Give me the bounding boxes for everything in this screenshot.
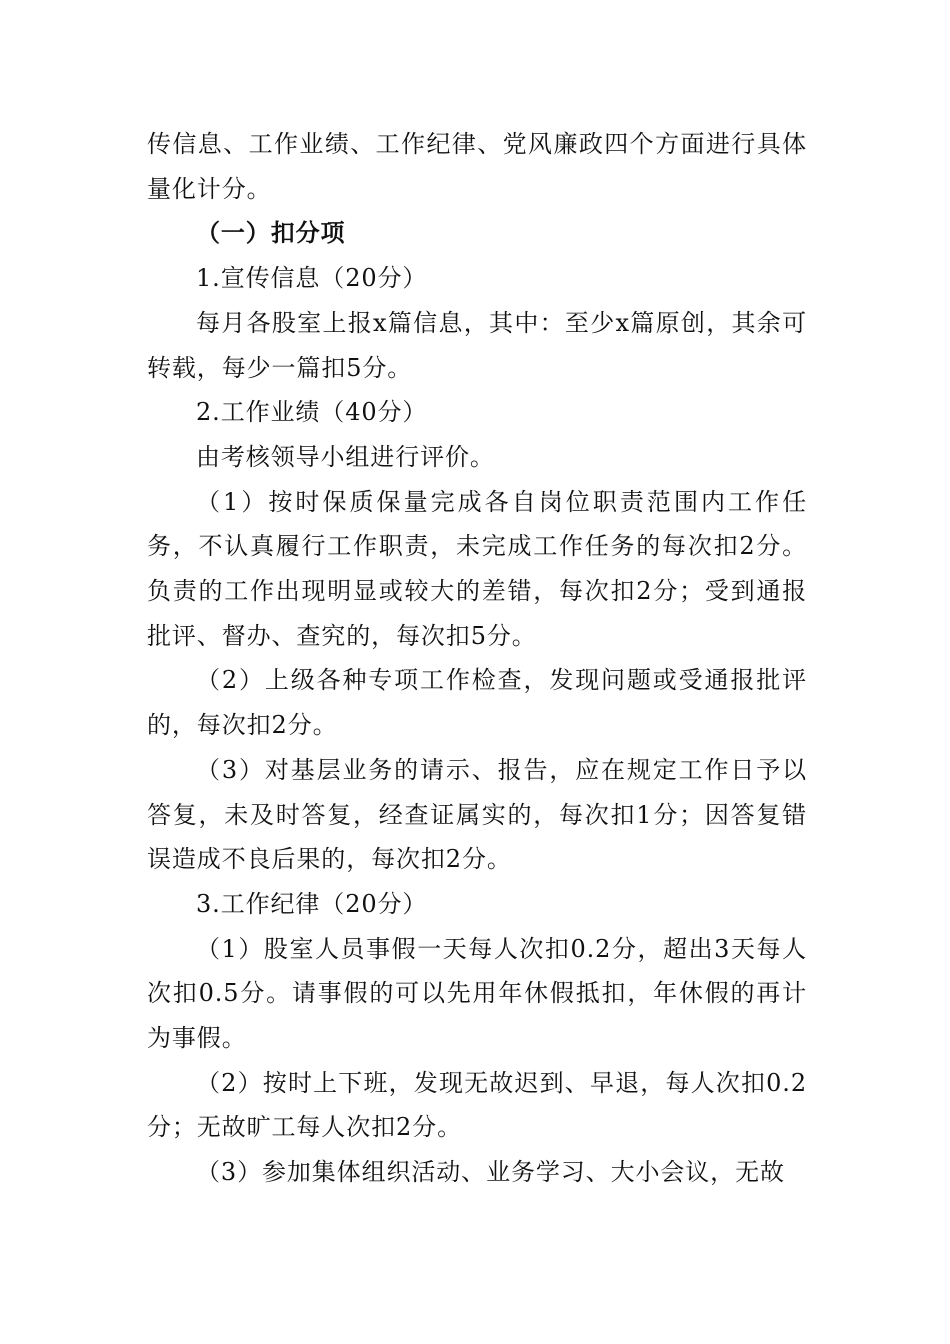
paragraph-performance-rule-1: （1）按时保质保量完成各自岗位职责范围内工作任务，不认真履行工作职责，未完成工作任务的每次扣2分。负责的工作出现明显或较大的差错，每次扣2分；受到通报批评、督办、查究的，每次扣5分。 (147, 487, 807, 650)
paragraph-performance-rule-3: （3）对基层业务的请示、报告，应在规定工作日予以答复，未及时答复，经查证属实的，每次扣1分；因答复错误造成不良后果的，每次扣2分。 (147, 755, 807, 874)
paragraph-discipline-rule-2: （2）按时上下班，发现无故迟到、早退，每人次扣0.2分；无故旷工每人次扣2分。 (147, 1068, 807, 1142)
section-heading-deductions: （一）扣分项 (196, 218, 346, 248)
paragraph-discipline-rule-1: （1）股室人员事假一天每人次扣0.2分，超出3天每人次扣0.5分。请事假的可以先用年休假抵扣，年休假的再计为事假。 (147, 934, 807, 1053)
paragraph-performance-rule-2: （2）上级各种专项工作检查，发现问题或受通报批评的，每次扣2分。 (147, 666, 807, 740)
paragraph-publicity-info-rule: 每月各股室上报x篇信息，其中：至少x篇原创，其余可转载，每少一篇扣5分。 (147, 308, 807, 382)
subheading-work-performance: 2.工作业绩（40分） (196, 398, 428, 427)
document-body (147, 122, 807, 1195)
paragraph-scoring-intro-continued: 传信息、工作业绩、工作纪律、党风廉政四个方面进行具体量化计分。 (147, 130, 807, 203)
subheading-publicity-info: 1.宣传信息（20分） (196, 264, 428, 293)
paragraph-performance-evaluation: 由考核领导小组进行评价。 (196, 442, 495, 471)
paragraph-discipline-rule-3: （3）参加集体组织活动、业务学习、大小会议，无故 (196, 1158, 785, 1187)
subheading-work-discipline: 3.工作纪律（20分） (196, 889, 428, 918)
